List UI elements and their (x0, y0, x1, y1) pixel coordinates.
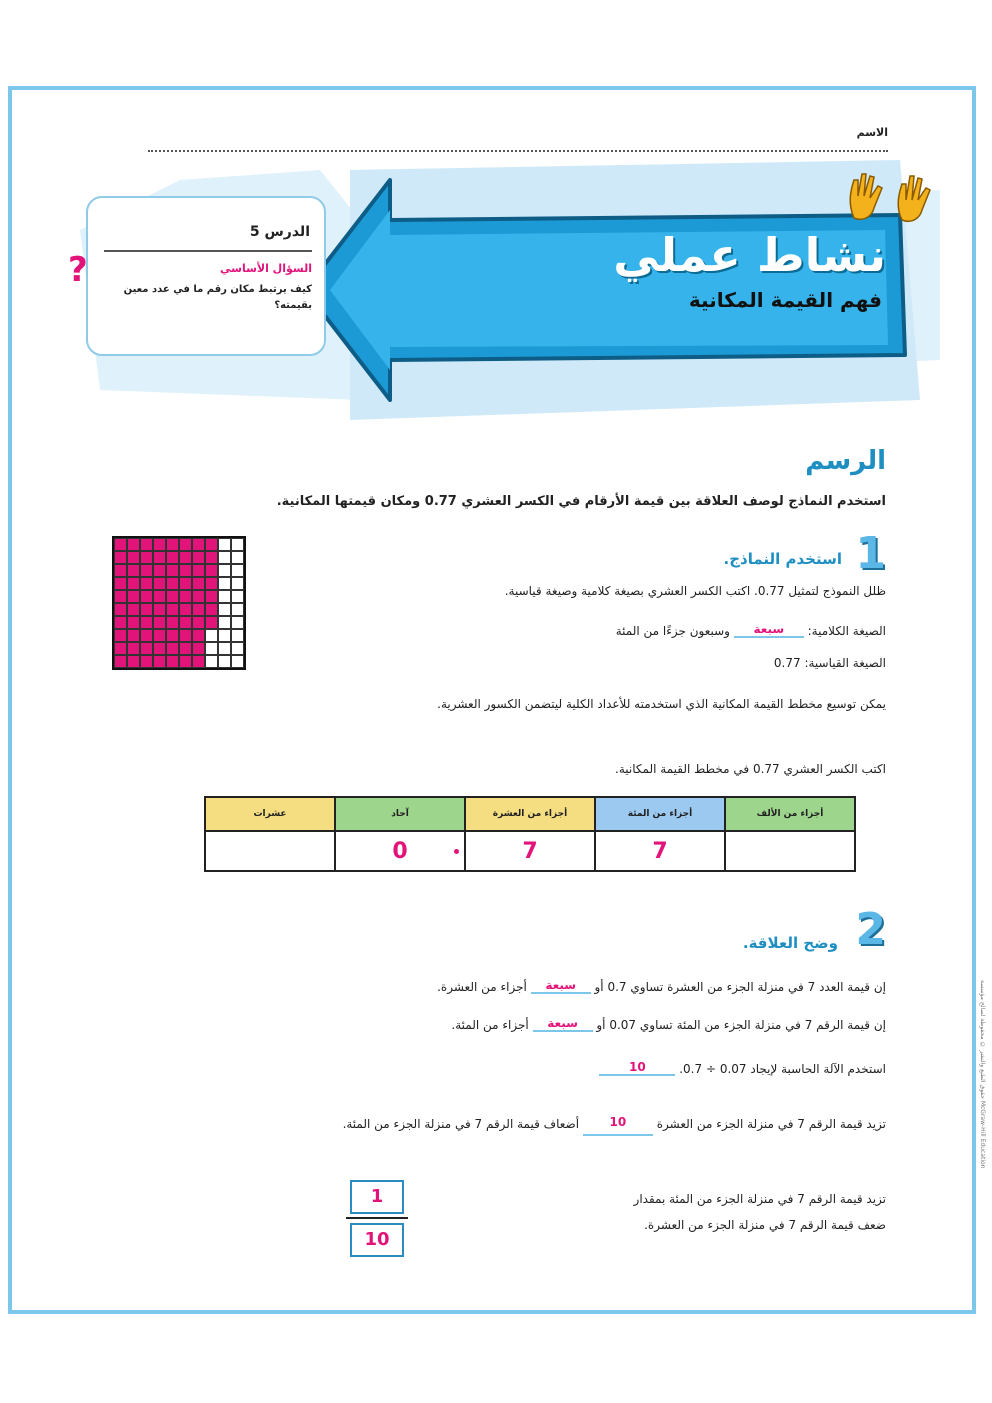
line-4-answer: 10 (609, 1115, 627, 1129)
grid-cell[interactable] (205, 551, 218, 564)
grid-cell[interactable] (205, 642, 218, 655)
grid-cell[interactable] (231, 564, 244, 577)
value-ones[interactable]: 0 (335, 831, 465, 871)
line-2-text: إن قيمة الرقم 7 في منزلة الجزء من المئة تساوي 0.07 أو (596, 1018, 886, 1032)
grid-cell[interactable] (114, 629, 127, 642)
word-form-blank[interactable] (734, 622, 804, 638)
name-field[interactable] (148, 126, 888, 152)
grid-cell[interactable] (192, 590, 205, 603)
grid-cell[interactable] (231, 590, 244, 603)
grid-cell[interactable] (218, 603, 231, 616)
grid-cell[interactable] (192, 551, 205, 564)
grid-cell[interactable] (218, 642, 231, 655)
grid-cell[interactable] (218, 551, 231, 564)
grid-cell[interactable] (153, 642, 166, 655)
grid-cell[interactable] (205, 603, 218, 616)
grid-cell[interactable] (179, 616, 192, 629)
step-2-heading: وضح العلاقة. (742, 934, 838, 952)
grid-cell[interactable] (153, 629, 166, 642)
grid-cell[interactable] (205, 564, 218, 577)
grid-cell[interactable] (205, 577, 218, 590)
step-2-line-4 (166, 1110, 886, 1136)
line-2-answer: سبعة (547, 1016, 578, 1030)
grid-cell[interactable] (205, 655, 218, 668)
grid-cell[interactable] (218, 577, 231, 590)
word-form-rest: وسبعون جزءًا من المئة (615, 624, 730, 638)
grid-cell[interactable] (153, 538, 166, 551)
header-hundredths: أجزاء من المئة (595, 797, 725, 831)
value-tenths[interactable]: 7 (465, 831, 595, 871)
grid-cell[interactable] (218, 616, 231, 629)
grid-cell[interactable] (192, 538, 205, 551)
grid-cell[interactable] (153, 564, 166, 577)
grid-cell[interactable] (140, 603, 153, 616)
grid-cell[interactable] (179, 603, 192, 616)
grid-cell[interactable] (114, 538, 127, 551)
header-tenths: أجزاء من العشرة (465, 797, 595, 831)
header-tens: عشرات (205, 797, 335, 831)
hundred-grid-model[interactable] (112, 536, 246, 670)
lesson-title: الدرس 5 (249, 224, 310, 240)
place-value-table (204, 796, 856, 872)
grid-cell[interactable] (127, 551, 140, 564)
grid-cell[interactable] (140, 564, 153, 577)
grid-cell[interactable] (166, 629, 179, 642)
copyright-note: حقوق الطبع والنشر © محفوظة لصالح مؤسسة McGraw-Hill Education (979, 980, 986, 1169)
grid-cell[interactable] (166, 603, 179, 616)
grid-cell[interactable] (166, 538, 179, 551)
grid-cell[interactable] (166, 616, 179, 629)
lesson-card (86, 196, 326, 356)
essential-question-label: السؤال الأساسي (220, 262, 312, 275)
grid-cell[interactable] (231, 551, 244, 564)
grid-cell[interactable] (127, 603, 140, 616)
grid-cell[interactable] (218, 590, 231, 603)
grid-cell[interactable] (205, 590, 218, 603)
grid-cell[interactable] (114, 551, 127, 564)
grid-cell[interactable] (114, 590, 127, 603)
line-1-after: أجزاء من العشرة. (437, 980, 527, 994)
grid-cell[interactable] (114, 564, 127, 577)
header-ones: آحاد (335, 797, 465, 831)
grid-cell[interactable] (114, 642, 127, 655)
line-1-text: إن قيمة العدد 7 في منزلة الجزء من العشرة تساوي 0.7 أو (594, 980, 886, 994)
grid-cell[interactable] (179, 642, 192, 655)
decimal-point (454, 849, 459, 854)
grid-cell[interactable] (179, 564, 192, 577)
step-2-line-3 (186, 1060, 886, 1076)
standard-form-label: الصيغة القياسية: (804, 656, 886, 670)
hands-icon (844, 168, 944, 224)
grid-cell[interactable] (192, 616, 205, 629)
grid-cell[interactable] (140, 590, 153, 603)
step-number-1: 1 (855, 528, 886, 579)
standard-form-row (286, 656, 886, 670)
grid-cell[interactable] (140, 577, 153, 590)
grid-cell[interactable] (166, 655, 179, 668)
grid-cell[interactable] (166, 551, 179, 564)
step-1-instruction: ظلل النموذج لتمثيل 0.77. اكتب الكسر العشري بصيغة كلامية وصيغة قياسية. (504, 584, 886, 598)
grid-cell[interactable] (153, 551, 166, 564)
grid-cell[interactable] (231, 577, 244, 590)
value-tens[interactable] (205, 831, 335, 871)
essential-question-text: كيف يرتبط مكان رقم ما في عدد معين بقيمته؟ (123, 284, 312, 311)
fraction-numerator-box[interactable] (350, 1180, 404, 1214)
grid-cell[interactable] (192, 577, 205, 590)
step-2-line-1 (186, 978, 886, 994)
grid-cell[interactable] (127, 538, 140, 551)
line-2-after: أجزاء من المئة. (451, 1018, 529, 1032)
grid-cell[interactable] (179, 590, 192, 603)
grid-cell[interactable] (179, 577, 192, 590)
step-number-2: 2 (855, 904, 886, 955)
step-2-line-6: ضعف قيمة الرقم 7 في منزلة الجزء من العشرة. (644, 1218, 886, 1232)
grid-cell[interactable] (127, 616, 140, 629)
fraction-bar (346, 1217, 408, 1219)
value-hundredths[interactable]: 7 (595, 831, 725, 871)
line-4-blank[interactable] (583, 1110, 653, 1136)
grid-cell[interactable] (153, 577, 166, 590)
line-4-after: أضعاف قيمة الرقم 7 في منزلة الجزء من المئة. (342, 1117, 580, 1131)
step-2-line-2 (186, 1016, 886, 1032)
line-3-blank[interactable] (599, 1060, 675, 1076)
grid-cell[interactable] (153, 616, 166, 629)
place-value-value-row (205, 831, 855, 871)
grid-cell[interactable] (218, 629, 231, 642)
line-3-answer: 10 (629, 1060, 646, 1074)
grid-cell[interactable] (140, 538, 153, 551)
grid-cell[interactable] (166, 564, 179, 577)
line-1-answer: سبعة (545, 978, 577, 992)
grid-cell[interactable] (166, 577, 179, 590)
grid-cell[interactable] (140, 616, 153, 629)
grid-cell[interactable] (114, 577, 127, 590)
grid-cell[interactable] (231, 538, 244, 551)
line-1-blank[interactable] (531, 978, 591, 994)
line-4-text: تزيد قيمة الرقم 7 في منزلة الجزء من العشرة (656, 1117, 886, 1131)
grid-cell[interactable] (127, 629, 140, 642)
grid-cell[interactable] (218, 538, 231, 551)
name-label: الاسم (856, 126, 888, 139)
grid-cell[interactable] (127, 577, 140, 590)
grid-cell[interactable] (153, 655, 166, 668)
grid-cell[interactable] (127, 655, 140, 668)
page-subtitle: فهم القيمة المكانية (688, 288, 882, 312)
grid-cell[interactable] (127, 590, 140, 603)
grid-cell[interactable] (231, 655, 244, 668)
grid-cell[interactable] (140, 551, 153, 564)
grid-cell[interactable] (179, 551, 192, 564)
grid-cell[interactable] (192, 564, 205, 577)
grid-cell[interactable] (231, 642, 244, 655)
section-intro: استخدم النماذج لوصف العلاقة بين قيمة الأرقام في الكسر العشري 0.77 ومكان قيمتها المكانية. (276, 494, 886, 509)
grid-cell[interactable] (140, 629, 153, 642)
grid-cell[interactable] (218, 655, 231, 668)
chart-instruction: اكتب الكسر العشري 0.77 في مخطط القيمة المكانية. (615, 762, 886, 776)
step-1-heading: استخدم النماذج. (723, 550, 842, 568)
line-3-text: استخدم الآلة الحاسبة لإيجاد 0.07 ÷ 0.7. (679, 1062, 886, 1076)
grid-cell[interactable] (127, 564, 140, 577)
page-title: نشاط عملي (613, 228, 886, 282)
grid-cell[interactable] (153, 603, 166, 616)
word-form-label: الصيغة الكلامية: (807, 624, 886, 638)
header-thousandths: أجزاء من الألف (725, 797, 855, 831)
word-form-row (286, 622, 886, 638)
step-2-line-5: تزيد قيمة الرقم 7 في منزلة الجزء من المئة بمقدار (633, 1192, 886, 1206)
grid-cell[interactable] (231, 603, 244, 616)
fraction-numerator: 1 (370, 1186, 384, 1207)
word-form-answer: سبعة (753, 622, 785, 636)
grid-cell[interactable] (179, 629, 192, 642)
grid-cell[interactable] (166, 590, 179, 603)
divider (104, 250, 312, 252)
grid-cell[interactable] (192, 655, 205, 668)
grid-cell[interactable] (192, 642, 205, 655)
grid-cell[interactable] (127, 642, 140, 655)
grid-cell[interactable] (179, 655, 192, 668)
grid-cell[interactable] (231, 629, 244, 642)
line-2-blank[interactable] (533, 1016, 593, 1032)
grid-cell[interactable] (179, 538, 192, 551)
fraction-denominator: 10 (364, 1229, 390, 1250)
grid-cell[interactable] (192, 629, 205, 642)
value-thousandths[interactable] (725, 831, 855, 871)
grid-cell[interactable] (153, 590, 166, 603)
grid-cell[interactable] (114, 616, 127, 629)
grid-cell[interactable] (205, 616, 218, 629)
grid-cell[interactable] (140, 642, 153, 655)
fraction-denominator-box[interactable] (350, 1223, 404, 1257)
grid-cell[interactable] (205, 538, 218, 551)
grid-cell[interactable] (231, 616, 244, 629)
grid-cell[interactable] (114, 655, 127, 668)
grid-cell[interactable] (114, 603, 127, 616)
place-value-header-row (205, 797, 855, 831)
grid-cell[interactable] (218, 564, 231, 577)
grid-cell[interactable] (192, 603, 205, 616)
standard-form-value: 0.77 (773, 656, 801, 670)
grid-cell[interactable] (205, 629, 218, 642)
question-mark-icon: ? (68, 250, 88, 290)
grid-cell[interactable] (166, 642, 179, 655)
section-title: الرسم (805, 446, 886, 476)
extend-text: يمكن توسيع مخطط القيمة المكانية الذي استخدمته للأعداد الكلية ليتضمن الكسور العشرية. (437, 697, 886, 711)
grid-cell[interactable] (140, 655, 153, 668)
